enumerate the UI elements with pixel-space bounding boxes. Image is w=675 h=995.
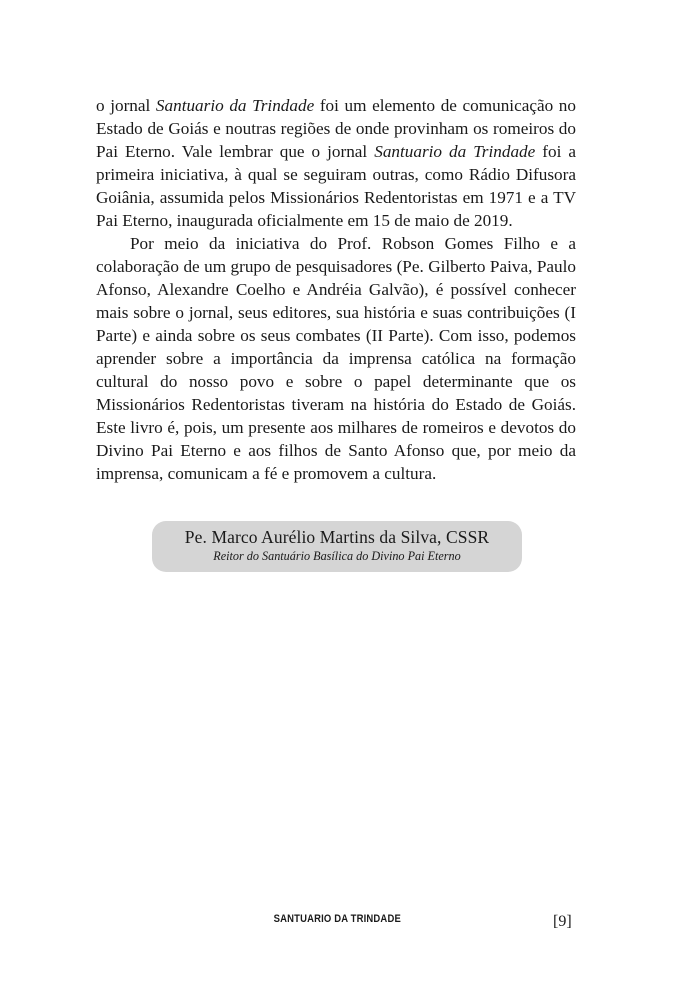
journal-title-italic-1: Santuario da Trindade <box>155 96 315 115</box>
journal-title-italic-2: Santuario da Trindade <box>374 142 536 161</box>
paragraph-2: Por meio da iniciativa do Prof. Robson Gomes Filho e a colaboração de um grupo de pesquisadores (Pe. Gilberto Paiva, Paulo Afonso, Alexandre Coelho e Andréia Galvão), é possível conhecer mais sobre o jornal, seus editores, sua história e suas contribuições (I Parte) e ainda sobre os seus combates (II Parte). Com isso, podemos aprender sobre a importância da imprensa católica na formação cultural do nosso povo e sobre o papel determinante que os Missionários Redentoristas tiveram na história do Estado de Goiás. Este livro é, pois, um presente aos milhares de romeiros e devotos do Divino Pai Eterno e aos filhos de Santo Afonso que, por meio da imprensa, comunicam a fé e promovem a cultura. <box>96 234 576 483</box>
signature-box <box>152 521 522 572</box>
paragraph-1 <box>96 94 576 232</box>
signature-name: Pe. Marco Aurélio Martins da Silva, CSSR <box>184 527 490 547</box>
body-text <box>96 94 576 485</box>
paragraph-1-text-3: foi a primeira iniciativa, à qual se seguiram outras, como Rádio Difusora Goiânia, assumida pelos Missionários Redentoristas em 1971 e a TV Pai Eterno, inaugurada oficialmente em 15 de maio de 2019. <box>96 142 576 230</box>
page-number: [9] <box>553 913 572 930</box>
running-footer-title: SANTUARIO DA TRINDADE <box>273 913 401 925</box>
signature-role: Reitor do Santuário Basílica do Divino Pai Eterno <box>213 549 461 563</box>
paragraph-1-text-2: foi um elemento de comunicação no Estado de Goiás e noutras regiões de onde provinham os romeiros do Pai Eterno. Vale lembrar que o jornal <box>96 96 576 161</box>
paragraph-1-text-1: o jornal <box>96 96 156 115</box>
